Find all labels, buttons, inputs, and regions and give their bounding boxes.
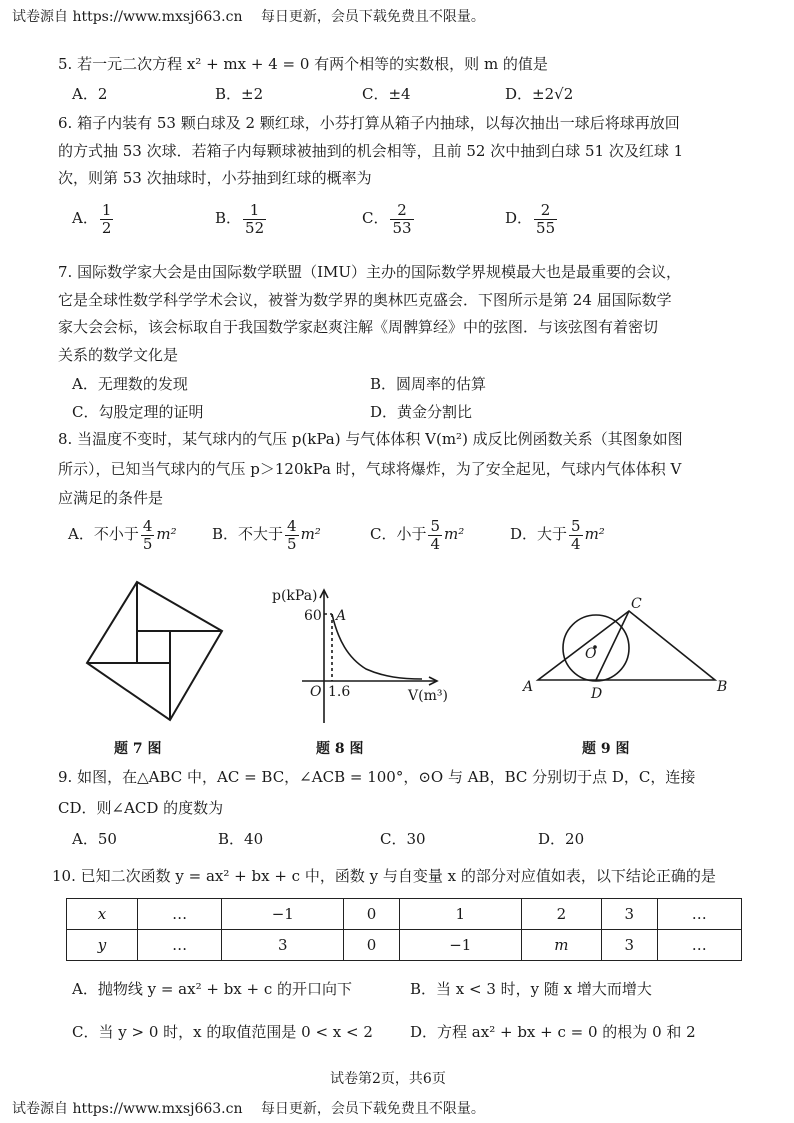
- table-cell: y: [67, 930, 138, 961]
- q6-option-c-label: C．: [362, 209, 389, 227]
- q8-option-a-unit: m²: [156, 525, 177, 543]
- table-cell: −1: [222, 899, 344, 930]
- q8-option-b-label: B．不大于: [212, 525, 284, 543]
- q10-option-d: D．方程 ax² + bx + c = 0 的根为 0 和 2: [410, 1023, 696, 1041]
- q6-line-1: 6. 箱子内装有 53 颗白球及 2 颗红球，小芬打算从箱子内抽球，以每次抽出一球后将球再放回: [58, 114, 680, 132]
- q6-option-b-den: 52: [245, 218, 265, 237]
- q5-stem: 5. 若一元二次方程 x² + mx + 4 = 0 有两个相等的实数根，则 m 的值是: [58, 55, 548, 73]
- page-number: 试卷第2页，共6页: [330, 1071, 446, 1087]
- q6-option-d-num: 2: [534, 202, 557, 220]
- q8-option-c: [370, 518, 464, 552]
- q8-line-2: 所示），已知当气球内的气压 p＞120kPa 时，气球将爆炸，为了安全起见，气球内气体体积 V: [58, 460, 682, 478]
- fig8-xlabel: V(m³): [408, 688, 448, 704]
- q7-line-3: 家大会会标，该会标取自于我国数学家赵爽注解《周髀算经》中的弦图．与该弦图有着密切: [58, 318, 659, 336]
- q8-option-d-label: D．大于: [510, 525, 568, 543]
- q7-line-2: 它是全球性数学科学学术会议，被誉为数学界的奥林匹克盛会．下图所示是第 24 届国际数学: [58, 291, 672, 309]
- fig8-caption: 题 8 图: [316, 741, 364, 757]
- q8-option-d: [510, 518, 605, 552]
- q10-option-b: B．当 x < 3 时，y 随 x 增大而增大: [410, 980, 652, 998]
- q9-line-1: 9. 如图，在△ABC 中，AC = BC，∠ACB = 100°，⊙O 与 AB，BC 分别切于点 D，C，连接: [58, 768, 696, 786]
- fig8-origin: O: [310, 684, 322, 700]
- q6-line-2: 的方式抽 53 次球．若箱子内每颗球被抽到的机会相等，且前 52 次中抽到白球 51 次及红球 1: [58, 142, 684, 160]
- table-cell: …: [138, 899, 222, 930]
- q9-option-b: B．40: [218, 830, 264, 848]
- table-cell: …: [138, 930, 222, 961]
- fig9-label-o: O: [585, 646, 597, 662]
- q8-option-b-den: 5: [287, 534, 297, 553]
- table-cell: 3: [602, 899, 658, 930]
- q8-option-d-num: 5: [571, 517, 581, 535]
- fig7-hypotenuse-diagram: [80, 578, 230, 728]
- fig9-caption: 题 9 图: [582, 741, 630, 757]
- q8-option-b: [212, 518, 321, 552]
- q7-line-4: 关系的数学文化是: [58, 346, 179, 364]
- q6-option-c-den: 53: [392, 218, 412, 237]
- table-row: [67, 930, 742, 961]
- q10-option-a: A．抛物线 y = ax² + bx + c 的开口向下: [72, 980, 353, 998]
- q6-option-a-num: 1: [101, 201, 112, 219]
- q8-option-c-label: C．小于: [370, 525, 427, 543]
- q8-option-b-unit: m²: [300, 525, 321, 543]
- q5-option-c: C．±4: [362, 85, 411, 103]
- q6-option-d-label: D．: [505, 209, 533, 227]
- fig8-xtick: 1.6: [328, 684, 351, 700]
- q9-option-a: A．50: [72, 830, 117, 848]
- fig7-caption: 题 7 图: [114, 741, 162, 757]
- table-cell: −1: [399, 930, 521, 961]
- q8-option-c-den: 4: [430, 534, 441, 553]
- table-cell: 3: [602, 930, 658, 961]
- q8-option-b-num: 4: [287, 517, 297, 535]
- table-cell: …: [657, 930, 741, 961]
- fig7-outer-square: [87, 582, 222, 720]
- q6-option-b-label: B．: [215, 209, 242, 227]
- fig8-graph: [262, 578, 462, 728]
- q6-option-a-label: A．: [72, 209, 98, 227]
- q5-option-d: D．±2√2: [505, 85, 574, 103]
- q8-option-a: [68, 518, 177, 552]
- q8-option-a-den: 5: [142, 534, 153, 553]
- fig9-label-a: A: [523, 679, 534, 695]
- table-cell: 3: [222, 930, 344, 961]
- q5-option-a: A．2: [72, 85, 108, 103]
- q7-line-1: 7. 国际数学家大会是由国际数学联盟（IMU）主办的国际数学界规模最大也是最重要的会议，: [58, 263, 682, 281]
- table-cell: 1: [399, 899, 521, 930]
- table-cell: m: [521, 930, 601, 961]
- q6-option-c-num: 2: [390, 202, 413, 220]
- q9-option-d: D．20: [538, 830, 585, 848]
- fig9-label-b: B: [717, 679, 728, 695]
- q8-option-a-label: A．不小于: [68, 525, 139, 543]
- q6-option-b-num: 1: [243, 202, 266, 220]
- fig9-triangle: [538, 611, 715, 680]
- q7-option-c: C．勾股定理的证明: [72, 403, 204, 421]
- q9-option-c: C．30: [380, 830, 426, 848]
- page-footer: 试卷源自 https://www.mxsj663.cn 每日更新，会员下载免费且不限量。: [12, 1101, 485, 1117]
- table-cell: 2: [521, 899, 601, 930]
- fig8-ytick: 60: [304, 608, 322, 624]
- q6-line-3: 次，则第 53 次抽球时，小芬抽到红球的概率为: [58, 169, 372, 187]
- fig9-label-c: C: [631, 596, 642, 612]
- q8-option-d-unit: m²: [584, 525, 605, 543]
- q10-option-c: C．当 y > 0 时，x 的取值范围是 0 < x < 2: [72, 1023, 373, 1041]
- q8-option-c-num: 5: [430, 517, 441, 535]
- q6-option-a-den: 2: [101, 218, 112, 237]
- q6-option-c: [362, 202, 416, 236]
- page-header: 试卷源自 https://www.mxsj663.cn 每日更新，会员下载免费且不限量。: [12, 9, 485, 25]
- q8-line-1: 8. 当温度不变时，某气球内的气压 p(kPa) 与气体体积 V(m²) 成反比例函数关系（其图象如图: [58, 430, 683, 448]
- fig9-triangle-circle: [515, 595, 740, 700]
- q8-option-c-unit: m²: [444, 525, 465, 543]
- q7-option-b: B．圆周率的估算: [370, 375, 487, 393]
- q6-option-d-den: 55: [536, 218, 556, 237]
- q7-option-a: A．无理数的发现: [72, 375, 188, 393]
- q10-value-table: [66, 898, 742, 961]
- table-cell: x: [67, 899, 138, 930]
- table-cell: 0: [344, 930, 400, 961]
- table-cell: …: [657, 899, 741, 930]
- fig9-segment-cd: [596, 611, 629, 680]
- q8-option-a-num: 4: [142, 517, 153, 535]
- q6-option-d: [505, 202, 559, 236]
- q5-option-b: B．±2: [215, 85, 264, 103]
- table-cell: 0: [344, 899, 400, 930]
- table-row: [67, 899, 742, 930]
- q8-line-3: 应满足的条件是: [58, 489, 164, 507]
- q8-option-d-den: 4: [571, 534, 581, 553]
- fig9-label-d: D: [591, 686, 603, 700]
- q10-stem: 10. 已知二次函数 y = ax² + bx + c 中，函数 y 与自变量 x 的部分对应值如表，以下结论正确的是: [52, 867, 716, 885]
- q6-option-b: [215, 202, 268, 236]
- fig8-point-a: A: [336, 608, 347, 624]
- fig8-ylabel: p(kPa): [272, 588, 318, 604]
- q9-line-2: CD．则∠ACD 的度数为: [58, 799, 224, 817]
- q6-option-a: [72, 202, 115, 236]
- q7-option-d: D．黄金分割比: [370, 403, 473, 421]
